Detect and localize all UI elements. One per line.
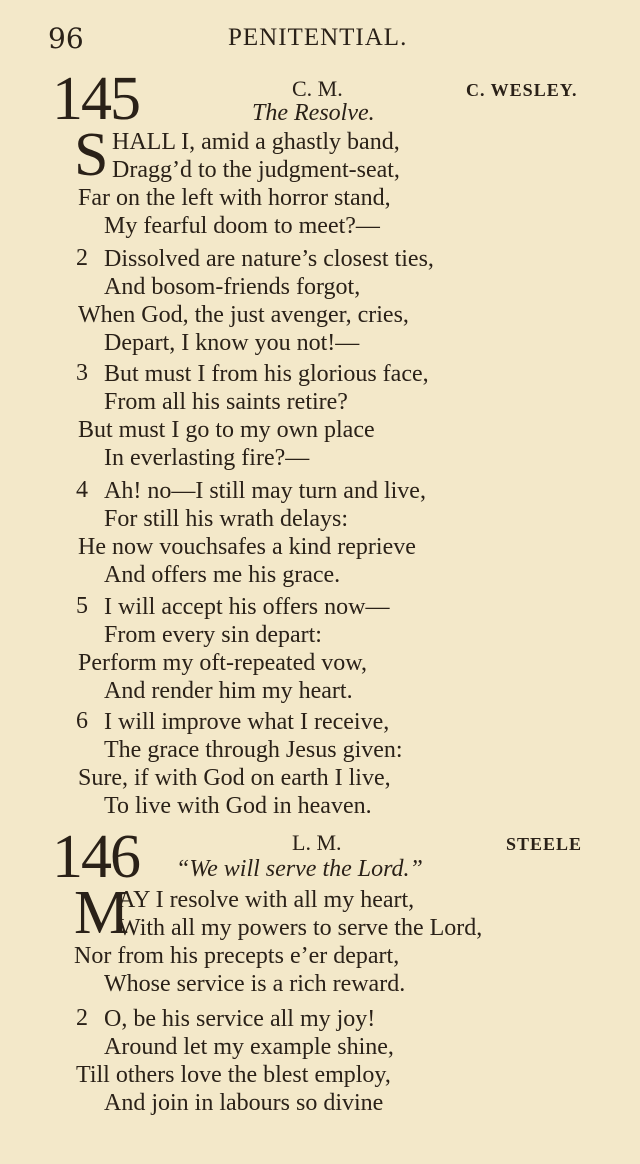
verse-line: From all his saints retire? <box>104 389 348 415</box>
verse-line: And offers me his grace. <box>104 562 341 588</box>
verse-line: Ah! no—I still may turn and live, <box>104 478 426 504</box>
verse-line: He now vouchsafes a kind reprieve <box>78 534 416 560</box>
verse-line: But must I from his glorious face, <box>104 361 429 387</box>
verse-line: Nor from his precepts e’er depart, <box>74 943 400 969</box>
verse-number: 6 <box>76 708 88 734</box>
hymn-author: STEELE <box>506 834 583 854</box>
verse-number: 4 <box>76 477 88 503</box>
verse-line: Around let my example shine, <box>104 1034 394 1060</box>
verse-line: I will improve what I receive, <box>104 709 390 735</box>
verse-number: 3 <box>76 360 88 386</box>
hymn-number: 145 <box>52 65 139 133</box>
verse-line: Sure, if with God on earth I live, <box>78 765 391 791</box>
verse-line: Far on the left with horror stand, <box>78 185 391 211</box>
verse-line: But must I go to my own place <box>78 417 375 443</box>
verse-line: When God, the just avenger, cries, <box>78 302 409 328</box>
verse-line: With all my powers to serve the Lord, <box>118 915 483 941</box>
hymn-number: 146 <box>52 823 139 891</box>
verse-line: And join in labours so divine <box>104 1090 384 1116</box>
hymn-title: “We will serve the Lord.” <box>176 856 423 882</box>
verse-line: To live with God in heaven. <box>104 793 372 819</box>
verse-number: 2 <box>76 245 88 271</box>
hymn-meter: C. M. <box>292 76 343 101</box>
verse-line: AY I resolve with all my heart, <box>118 887 415 913</box>
page-header <box>48 22 600 58</box>
verse-line: In everlasting fire?— <box>104 445 310 471</box>
hymn-title: The Resolve. <box>252 100 375 126</box>
hymn-author: C. WESLEY. <box>466 80 578 100</box>
verse-line: Dragg’d to the judgment-seat, <box>112 157 400 183</box>
verse-line: The grace through Jesus given: <box>104 737 403 763</box>
verse-line: O, be his service all my joy! <box>104 1006 376 1032</box>
drop-cap: M <box>74 879 130 947</box>
verse-line: I will accept his offers now— <box>104 594 390 620</box>
verse-number: 2 <box>76 1005 88 1031</box>
verse-line: For still his wrath delays: <box>104 506 348 532</box>
hymn-meter: L. M. <box>292 830 342 855</box>
verse-line: Perform my oft-repeated vow, <box>78 650 368 676</box>
drop-cap: S <box>74 121 109 189</box>
verse-line: And bosom-friends forgot, <box>104 274 361 300</box>
verse-line: Till others love the blest employ, <box>76 1062 391 1088</box>
verse-line: My fearful doom to meet?— <box>104 213 380 239</box>
verse-number: 5 <box>76 593 88 619</box>
verse-line: From every sin depart: <box>104 622 322 648</box>
verse-line: Dissolved are nature’s closest ties, <box>104 246 434 272</box>
page-number: 96 <box>48 22 84 55</box>
running-head: PENITENTIAL. <box>228 24 408 51</box>
verse-line: HALL I, amid a ghastly band, <box>112 129 400 155</box>
verse-line: And render him my heart. <box>104 678 353 704</box>
verse-line: Whose service is a rich reward. <box>104 971 406 997</box>
verse-line: Depart, I know you not!— <box>104 330 360 356</box>
